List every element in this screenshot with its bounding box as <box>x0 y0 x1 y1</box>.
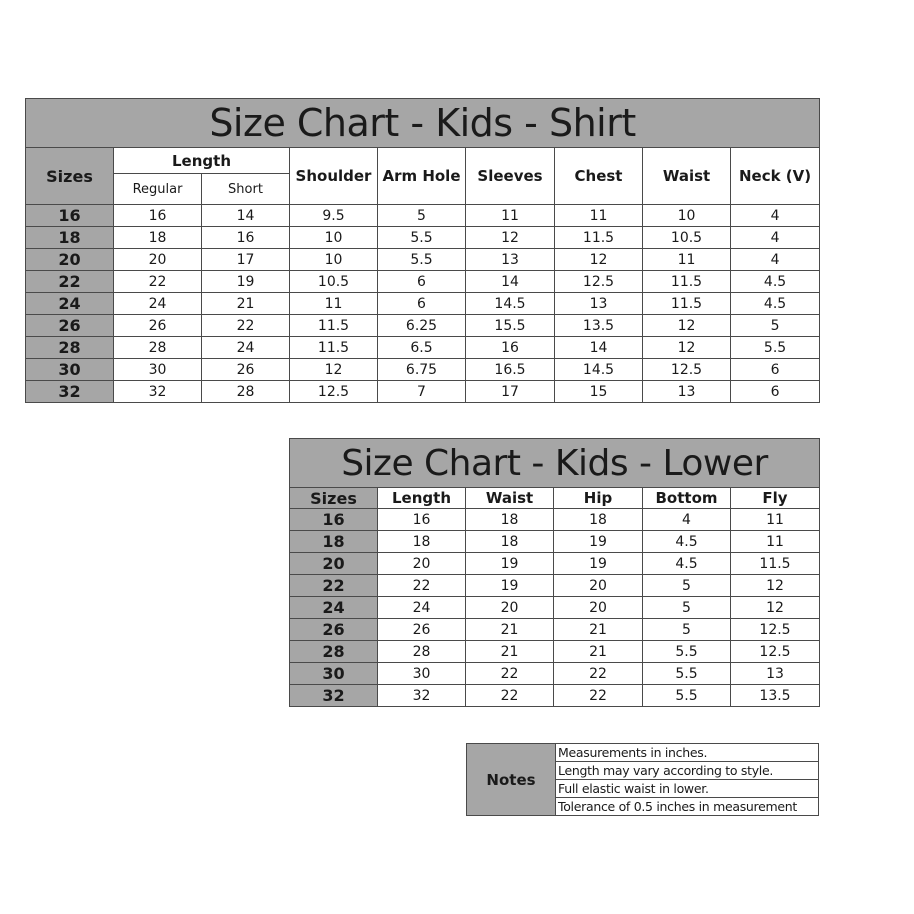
table-cell: 22 <box>466 685 554 707</box>
table-cell: 18 <box>378 531 466 553</box>
lower-header-bottom: Bottom <box>643 488 731 509</box>
size-label: 26 <box>290 619 378 641</box>
table-cell: 5.5 <box>643 685 731 707</box>
shirt-size-table <box>25 98 820 403</box>
table-cell: 12 <box>643 337 731 359</box>
table-cell: 7 <box>378 381 466 403</box>
table-cell: 13 <box>643 381 731 403</box>
table-cell: 15 <box>555 381 643 403</box>
table-cell: 6.25 <box>378 315 466 337</box>
table-row <box>26 227 820 249</box>
note-text: Measurements in inches. <box>556 744 819 762</box>
table-cell: 5.5 <box>731 337 820 359</box>
table-cell: 11.5 <box>555 227 643 249</box>
table-cell: 12.5 <box>731 641 820 663</box>
table-cell: 22 <box>114 271 202 293</box>
table-cell: 21 <box>202 293 290 315</box>
table-row <box>290 531 820 553</box>
lower-size-table <box>289 438 820 707</box>
table-cell: 12 <box>643 315 731 337</box>
table-cell: 18 <box>114 227 202 249</box>
table-cell: 12 <box>731 597 820 619</box>
size-label: 24 <box>290 597 378 619</box>
table-row <box>290 597 820 619</box>
table-cell: 4.5 <box>731 293 820 315</box>
table-cell: 11.5 <box>290 315 378 337</box>
header-waist: Waist <box>643 148 731 205</box>
table-cell: 28 <box>378 641 466 663</box>
size-label: 30 <box>26 359 114 381</box>
size-label: 28 <box>290 641 378 663</box>
header-length-short: Short <box>202 174 290 205</box>
table-cell: 22 <box>554 663 643 685</box>
size-label: 18 <box>26 227 114 249</box>
table-row <box>26 381 820 403</box>
lower-header-sizes: Sizes <box>290 488 378 509</box>
notes-body <box>467 744 819 816</box>
table-cell: 30 <box>378 663 466 685</box>
table-cell: 24 <box>114 293 202 315</box>
table-cell: 5 <box>643 619 731 641</box>
table-cell: 26 <box>378 619 466 641</box>
lower-table-title: Size Chart - Kids - Lower <box>290 439 820 488</box>
table-cell: 5 <box>643 575 731 597</box>
table-cell: 11 <box>643 249 731 271</box>
table-cell: 10 <box>290 227 378 249</box>
table-cell: 18 <box>554 509 643 531</box>
size-label: 20 <box>26 249 114 271</box>
table-cell: 9.5 <box>290 205 378 227</box>
table-cell: 22 <box>466 663 554 685</box>
table-cell: 4.5 <box>731 271 820 293</box>
table-row <box>26 249 820 271</box>
table-cell: 19 <box>554 531 643 553</box>
table-row <box>290 553 820 575</box>
table-cell: 14 <box>466 271 555 293</box>
table-cell: 22 <box>378 575 466 597</box>
header-sleeves: Sleeves <box>466 148 555 205</box>
table-cell: 5 <box>378 205 466 227</box>
table-cell: 14 <box>555 337 643 359</box>
table-cell: 13.5 <box>731 685 820 707</box>
table-cell: 21 <box>554 641 643 663</box>
table-cell: 22 <box>202 315 290 337</box>
table-cell: 28 <box>114 337 202 359</box>
table-cell: 24 <box>202 337 290 359</box>
table-cell: 13 <box>555 293 643 315</box>
table-cell: 4.5 <box>643 553 731 575</box>
table-cell: 12 <box>466 227 555 249</box>
table-cell: 17 <box>466 381 555 403</box>
lower-header-fly: Fly <box>731 488 820 509</box>
size-label: 32 <box>26 381 114 403</box>
table-row <box>290 509 820 531</box>
table-row <box>26 293 820 315</box>
table-cell: 19 <box>554 553 643 575</box>
table-cell: 16 <box>114 205 202 227</box>
table-cell: 11 <box>555 205 643 227</box>
table-cell: 6 <box>378 293 466 315</box>
table-cell: 32 <box>378 685 466 707</box>
table-row <box>26 205 820 227</box>
table-cell: 30 <box>114 359 202 381</box>
table-cell: 5.5 <box>378 227 466 249</box>
table-cell: 4.5 <box>643 531 731 553</box>
table-cell: 10 <box>290 249 378 271</box>
table-cell: 21 <box>554 619 643 641</box>
lower-table-body <box>290 509 820 707</box>
header-neck: Neck (V) <box>731 148 820 205</box>
lower-header-row <box>290 488 820 509</box>
table-cell: 5 <box>731 315 820 337</box>
table-cell: 20 <box>378 553 466 575</box>
header-arm-hole: Arm Hole <box>378 148 466 205</box>
table-cell: 13 <box>466 249 555 271</box>
table-cell: 11 <box>731 531 820 553</box>
table-cell: 13 <box>731 663 820 685</box>
table-row <box>290 641 820 663</box>
notes-label: Notes <box>467 744 556 816</box>
note-text: Full elastic waist in lower. <box>556 780 819 798</box>
lower-header-length: Length <box>378 488 466 509</box>
table-cell: 4 <box>643 509 731 531</box>
size-label: 26 <box>26 315 114 337</box>
table-cell: 19 <box>466 553 554 575</box>
table-cell: 10 <box>643 205 731 227</box>
table-cell: 13.5 <box>555 315 643 337</box>
table-cell: 21 <box>466 641 554 663</box>
table-cell: 6 <box>731 381 820 403</box>
table-cell: 12 <box>555 249 643 271</box>
table-cell: 14.5 <box>466 293 555 315</box>
table-cell: 6 <box>731 359 820 381</box>
table-cell: 6.75 <box>378 359 466 381</box>
size-label: 24 <box>26 293 114 315</box>
table-cell: 4 <box>731 249 820 271</box>
table-cell: 32 <box>114 381 202 403</box>
size-label: 28 <box>26 337 114 359</box>
table-cell: 11.5 <box>290 337 378 359</box>
header-sizes: Sizes <box>26 148 114 205</box>
table-cell: 14.5 <box>555 359 643 381</box>
table-cell: 5.5 <box>378 249 466 271</box>
header-length-regular: Regular <box>114 174 202 205</box>
size-label: 16 <box>290 509 378 531</box>
table-cell: 10.5 <box>290 271 378 293</box>
note-text: Length may vary according to style. <box>556 762 819 780</box>
size-label: 18 <box>290 531 378 553</box>
table-cell: 11.5 <box>643 271 731 293</box>
size-label: 32 <box>290 685 378 707</box>
note-row <box>467 744 819 762</box>
header-chest: Chest <box>555 148 643 205</box>
table-row <box>26 337 820 359</box>
table-cell: 12.5 <box>731 619 820 641</box>
table-cell: 6 <box>378 271 466 293</box>
table-row <box>26 359 820 381</box>
table-cell: 12.5 <box>643 359 731 381</box>
table-row <box>26 271 820 293</box>
table-cell: 14 <box>202 205 290 227</box>
header-length: Length <box>114 148 290 174</box>
size-label: 22 <box>290 575 378 597</box>
table-cell: 5.5 <box>643 663 731 685</box>
table-row <box>290 575 820 597</box>
table-cell: 26 <box>202 359 290 381</box>
table-cell: 18 <box>466 509 554 531</box>
table-cell: 21 <box>466 619 554 641</box>
notes-table <box>466 743 819 816</box>
header-shoulder: Shoulder <box>290 148 378 205</box>
table-cell: 5 <box>643 597 731 619</box>
table-cell: 11 <box>466 205 555 227</box>
table-cell: 11.5 <box>731 553 820 575</box>
table-row <box>290 685 820 707</box>
table-row <box>290 619 820 641</box>
table-cell: 22 <box>554 685 643 707</box>
size-label: 30 <box>290 663 378 685</box>
table-cell: 11 <box>290 293 378 315</box>
table-cell: 12.5 <box>555 271 643 293</box>
table-cell: 11.5 <box>643 293 731 315</box>
table-cell: 20 <box>554 597 643 619</box>
table-row <box>290 663 820 685</box>
table-cell: 18 <box>466 531 554 553</box>
table-cell: 16 <box>466 337 555 359</box>
table-cell: 6.5 <box>378 337 466 359</box>
table-cell: 20 <box>466 597 554 619</box>
table-cell: 12 <box>731 575 820 597</box>
table-cell: 19 <box>202 271 290 293</box>
shirt-table-title: Size Chart - Kids - Shirt <box>26 99 820 148</box>
note-text: Tolerance of 0.5 inches in measurement <box>556 798 819 816</box>
table-cell: 28 <box>202 381 290 403</box>
table-cell: 16.5 <box>466 359 555 381</box>
table-cell: 5.5 <box>643 641 731 663</box>
table-cell: 16 <box>378 509 466 531</box>
table-cell: 11 <box>731 509 820 531</box>
table-cell: 26 <box>114 315 202 337</box>
table-cell: 4 <box>731 205 820 227</box>
table-cell: 12 <box>290 359 378 381</box>
size-label: 20 <box>290 553 378 575</box>
table-cell: 20 <box>554 575 643 597</box>
shirt-table-body <box>26 205 820 403</box>
table-cell: 20 <box>114 249 202 271</box>
table-cell: 10.5 <box>643 227 731 249</box>
size-label: 16 <box>26 205 114 227</box>
table-cell: 19 <box>466 575 554 597</box>
table-cell: 15.5 <box>466 315 555 337</box>
lower-header-hip: Hip <box>554 488 643 509</box>
table-cell: 16 <box>202 227 290 249</box>
table-cell: 24 <box>378 597 466 619</box>
table-cell: 12.5 <box>290 381 378 403</box>
lower-header-waist: Waist <box>466 488 554 509</box>
table-row <box>26 315 820 337</box>
table-cell: 17 <box>202 249 290 271</box>
size-label: 22 <box>26 271 114 293</box>
table-cell: 4 <box>731 227 820 249</box>
